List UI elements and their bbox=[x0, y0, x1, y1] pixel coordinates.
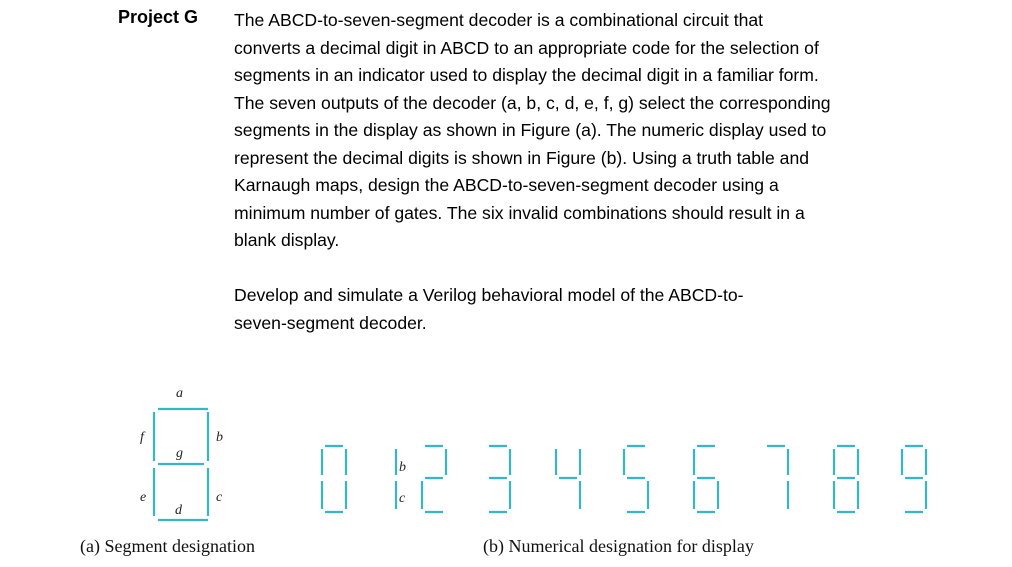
digit-one-b-label: b bbox=[399, 460, 406, 475]
segment-g-label: g bbox=[176, 446, 183, 461]
segment-c-label: c bbox=[216, 490, 223, 505]
digit-2 bbox=[422, 446, 446, 512]
text-line: Develop and simulate a Verilog behavioral model of the ABCD-to- bbox=[234, 285, 744, 305]
text-line: Karnaugh maps, design the ABCD-to-seven-segment decoder using a bbox=[234, 175, 779, 195]
text-line: seven-segment decoder. bbox=[234, 312, 427, 333]
segment-a-label: a bbox=[176, 386, 183, 401]
text-line: The seven outputs of the decoder (a, b, c, d, e, f, g) select the corresponding bbox=[234, 92, 831, 113]
text-line: segments in the display as shown in Figure (a). The numeric display used to bbox=[234, 120, 827, 140]
digit-4 bbox=[556, 449, 580, 509]
figure-a-caption: (a) Segment designation bbox=[80, 536, 255, 556]
text-line: blank display. bbox=[234, 230, 340, 250]
text-line: represent the decimal digits is shown in Figure (b). Using a truth table and bbox=[234, 147, 810, 168]
segment-b-label: b bbox=[216, 430, 223, 445]
segment-designation-figure bbox=[80, 386, 255, 557]
text-line: The ABCD-to-seven-segment decoder is a combinational circuit that bbox=[234, 10, 764, 30]
digit-one-c-label: c bbox=[399, 491, 406, 506]
digit-5 bbox=[624, 446, 648, 512]
figure-b-caption: (b) Numerical designation for display bbox=[483, 536, 754, 556]
text-line: segments in an indicator used to display the decimal digit in a familiar form. bbox=[234, 65, 819, 85]
text-line: converts a decimal digit in ABCD to an appropriate code for the selection of bbox=[234, 37, 819, 58]
digit-0 bbox=[322, 446, 346, 512]
project-label: Project G bbox=[118, 7, 199, 27]
digit-9 bbox=[902, 446, 926, 512]
segment-f-label: f bbox=[140, 430, 144, 445]
segment-d-label: d bbox=[175, 503, 182, 518]
digit-6 bbox=[694, 446, 718, 512]
digit-8 bbox=[834, 446, 858, 512]
digit-3 bbox=[489, 446, 510, 512]
digit-7 bbox=[767, 446, 788, 509]
numerical-display-figure bbox=[322, 446, 926, 512]
segment-e-label: e bbox=[140, 490, 147, 505]
text-line: minimum number of gates. The six invalid combinations should result in a bbox=[234, 202, 805, 223]
